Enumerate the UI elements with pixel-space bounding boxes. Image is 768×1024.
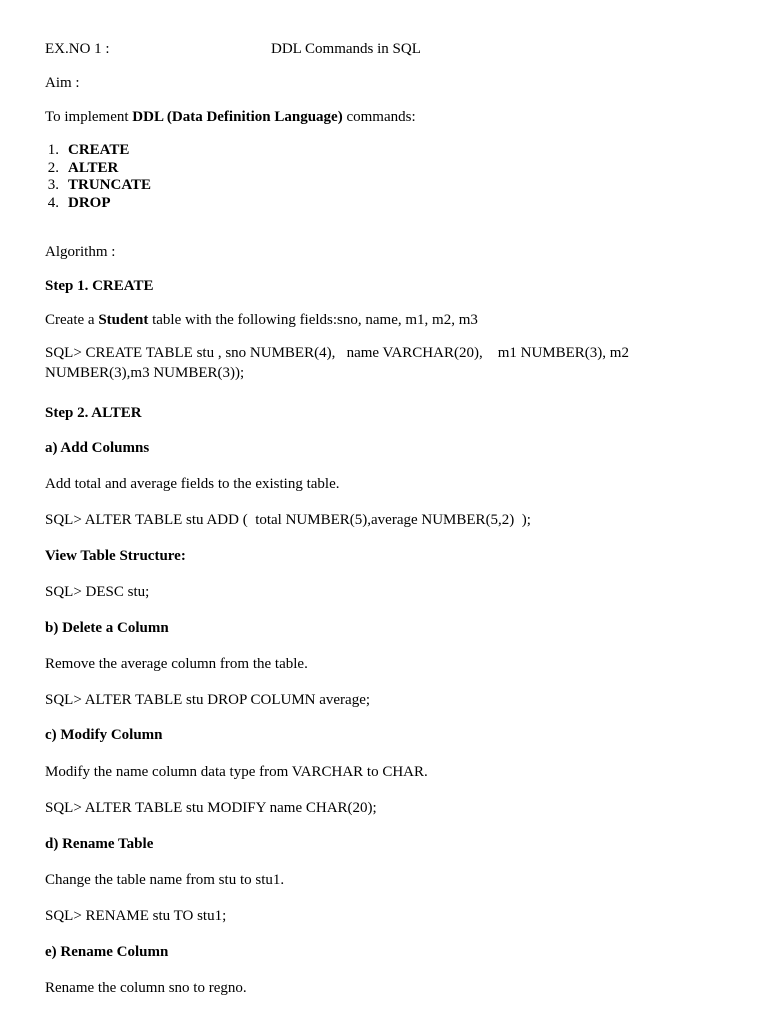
rename-table-heading: d) Rename Table bbox=[45, 836, 154, 852]
list-number: 1. bbox=[47, 142, 59, 158]
delete-column-sql: SQL> ALTER TABLE stu DROP COLUMN average; bbox=[45, 692, 371, 708]
view-structure-heading: View Table Structure: bbox=[45, 548, 186, 564]
add-columns-sql: SQL> ALTER TABLE stu ADD ( total NUMBER(5),average NUMBER(5,2) ); bbox=[45, 512, 531, 528]
step1-heading: Step 1. CREATE bbox=[45, 278, 154, 294]
rename-column-description: Rename the column sno to regno. bbox=[45, 980, 247, 996]
aim-label: Aim : bbox=[45, 75, 80, 91]
rename-table-description: Change the table name from stu to stu1. bbox=[45, 872, 285, 888]
exercise-number: EX.NO 1 : bbox=[45, 41, 110, 57]
modify-column-heading: c) Modify Column bbox=[45, 727, 163, 743]
algorithm-label: Algorithm : bbox=[45, 244, 116, 260]
view-structure-sql: SQL> DESC stu; bbox=[45, 584, 150, 600]
delete-column-heading: b) Delete a Column bbox=[45, 620, 169, 636]
step1-desc-prefix: Create a bbox=[45, 312, 99, 328]
aim-intro bbox=[45, 107, 416, 127]
step2-heading: Step 2. ALTER bbox=[45, 405, 142, 421]
create-sql-line-1: SQL> CREATE TABLE stu , sno NUMBER(4), name VARCHAR(20), m1 NUMBER(3), m2 bbox=[45, 345, 629, 361]
aim-intro-bold: DDL (Data Definition Language) bbox=[132, 109, 343, 125]
aim-intro-suffix: commands: bbox=[342, 109, 416, 125]
step1-desc-bold: Student bbox=[98, 312, 149, 328]
delete-column-description: Remove the average column from the table. bbox=[45, 656, 308, 672]
list-number: 2. bbox=[47, 160, 59, 176]
step1-desc-suffix: table with the following fields:sno, name, m1, m2, m3 bbox=[148, 312, 478, 328]
modify-column-sql: SQL> ALTER TABLE stu MODIFY name CHAR(20); bbox=[45, 800, 377, 816]
add-columns-heading: a) Add Columns bbox=[45, 440, 150, 456]
rename-table-sql: SQL> RENAME stu TO stu1; bbox=[45, 908, 227, 924]
list-item bbox=[37, 140, 129, 160]
list-item bbox=[37, 193, 111, 213]
list-item bbox=[37, 175, 151, 195]
list-number: 3. bbox=[47, 177, 59, 193]
list-item-label: DROP bbox=[68, 195, 111, 211]
list-number: 4. bbox=[47, 195, 59, 211]
list-item-label: TRUNCATE bbox=[68, 177, 152, 193]
list-item-label: CREATE bbox=[68, 142, 130, 158]
create-sql-line-2: NUMBER(3),m3 NUMBER(3)); bbox=[45, 365, 245, 381]
aim-intro-prefix: To implement bbox=[45, 109, 133, 125]
step1-description bbox=[45, 310, 478, 330]
rename-column-heading: e) Rename Column bbox=[45, 944, 169, 960]
add-columns-description: Add total and average fields to the existing table. bbox=[45, 476, 340, 492]
document-title: DDL Commands in SQL bbox=[271, 41, 421, 57]
modify-column-description: Modify the name column data type from VARCHAR to CHAR. bbox=[45, 764, 428, 780]
list-item-label: ALTER bbox=[68, 160, 119, 176]
